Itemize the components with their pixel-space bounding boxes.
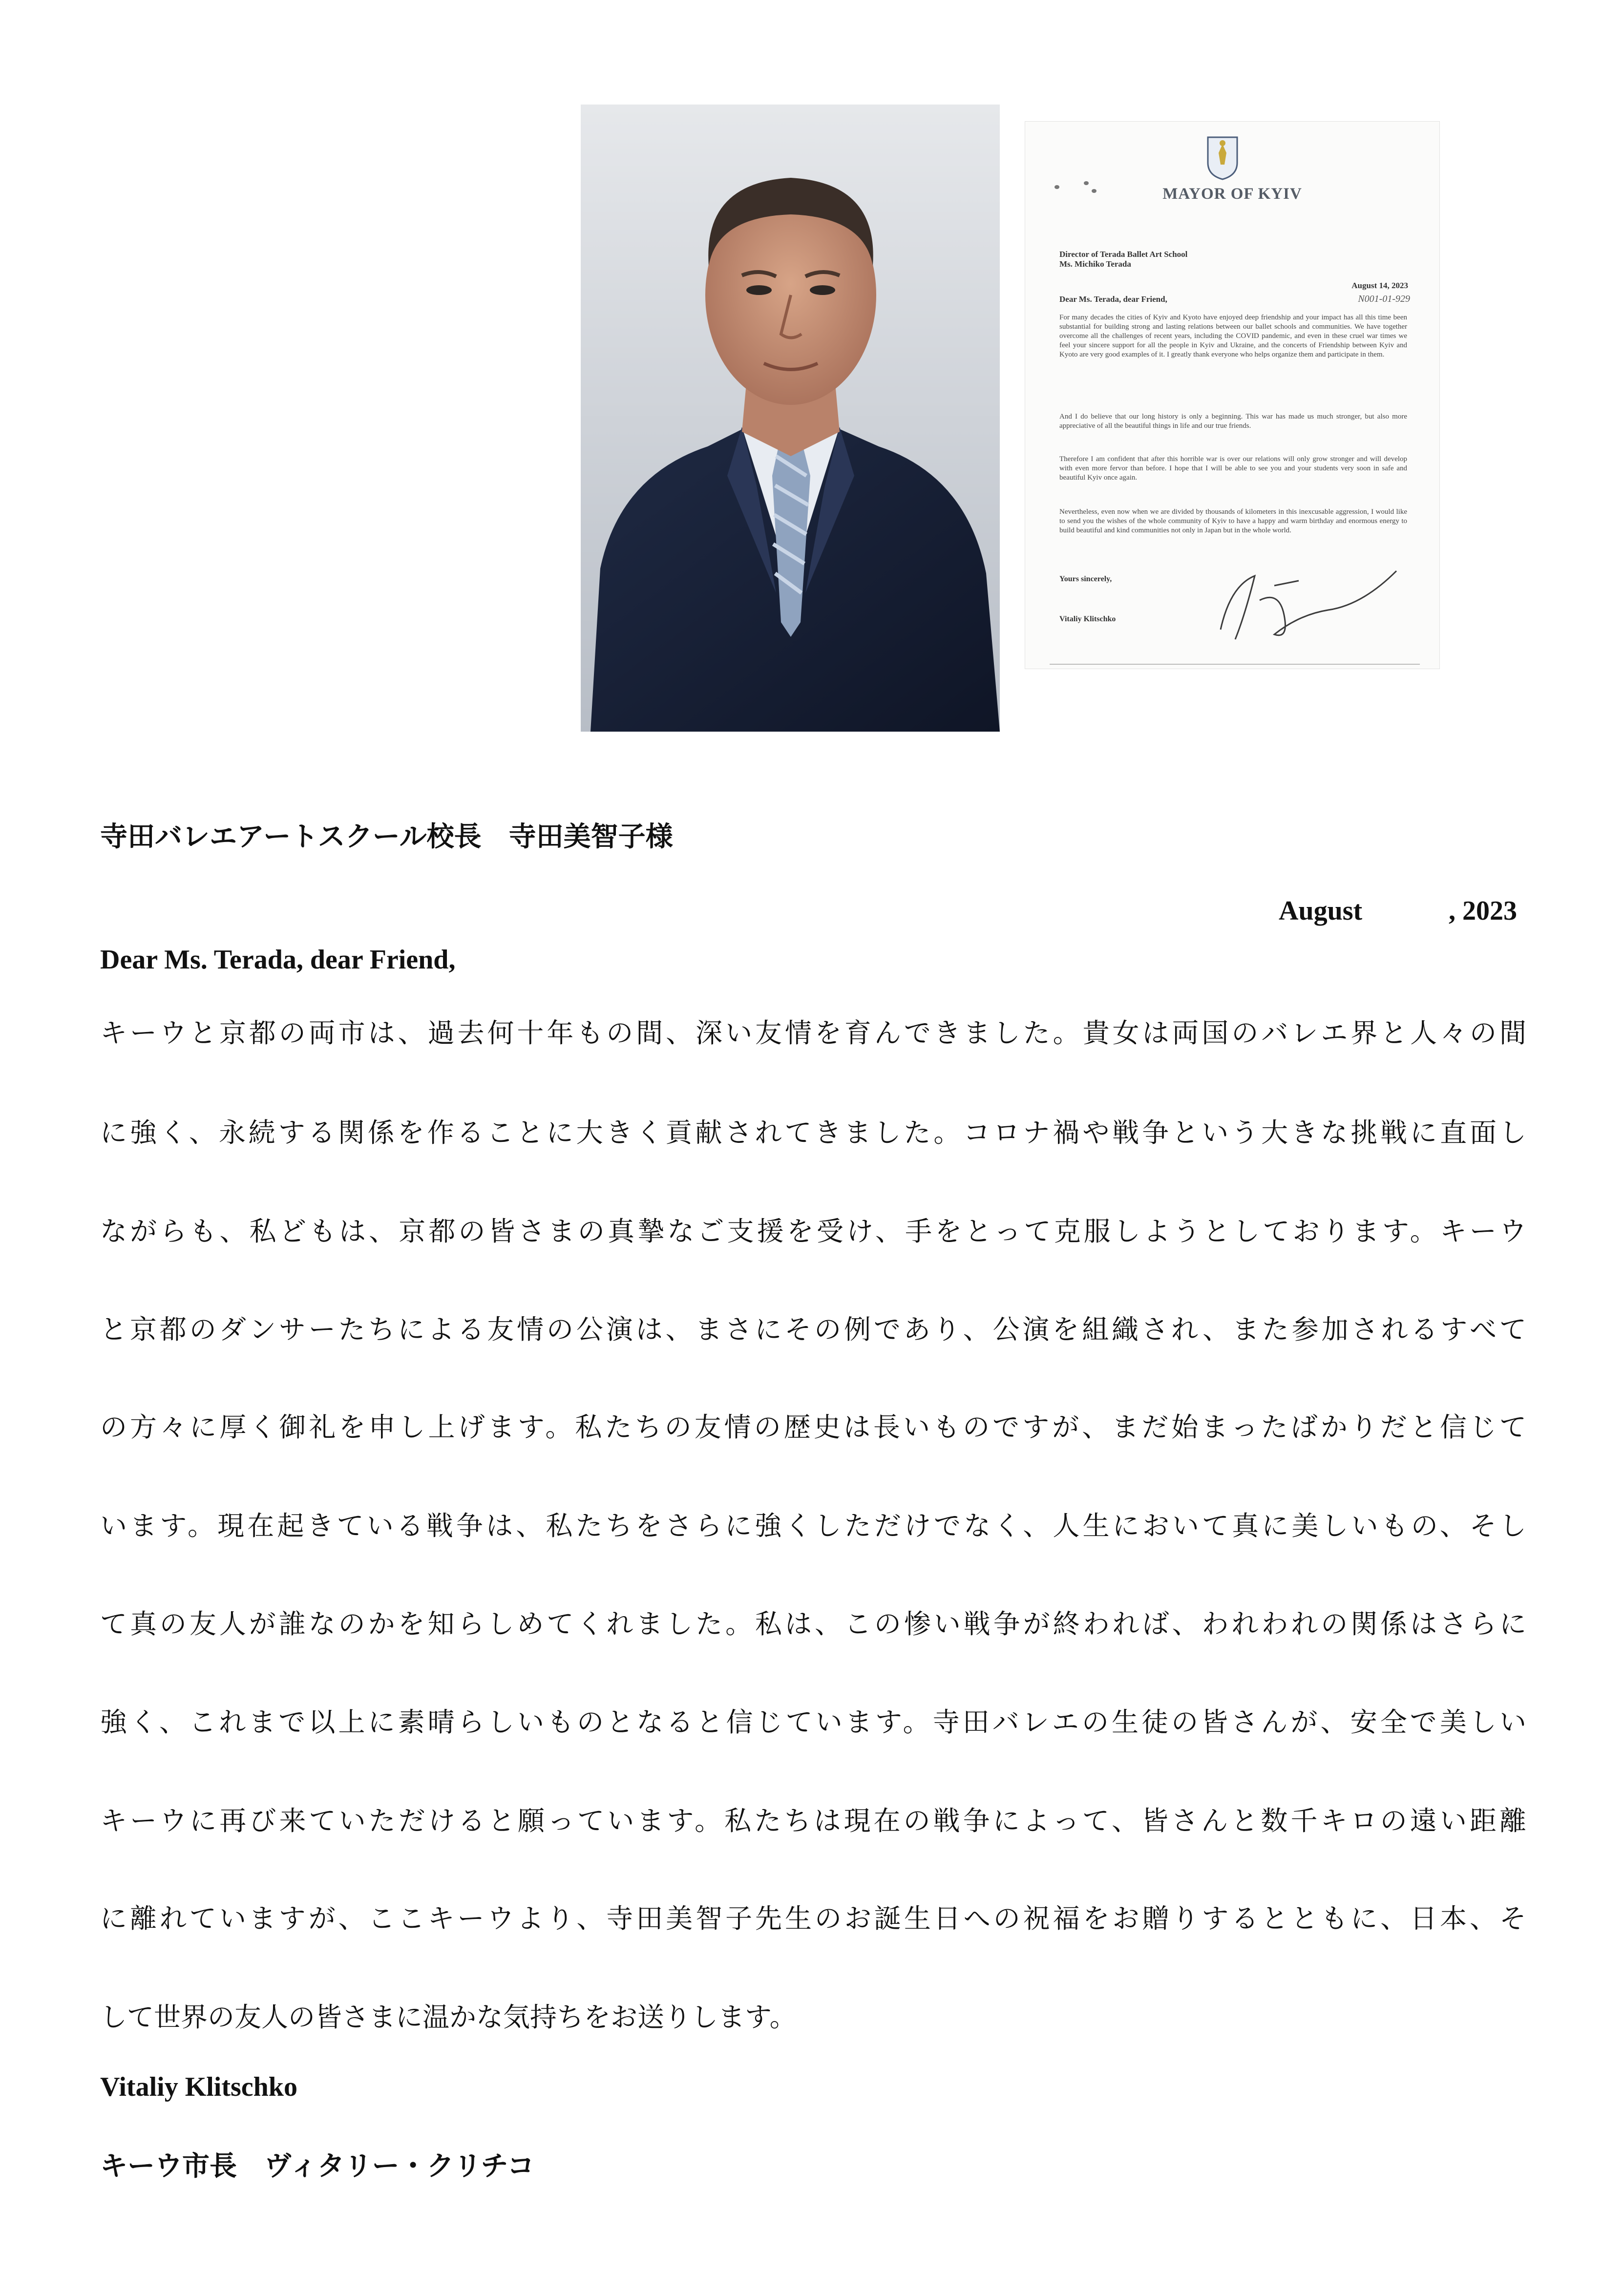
body-line: して世界の友人の皆さまに温かな気持ちをお送りします。 — [100, 2001, 797, 2033]
portrait-photo — [581, 105, 1000, 732]
body-line: キーウに再び来ていただけると願っています。私たちは現在の戦争によって、皆さんと数千キロの遠い距離 — [100, 1805, 1526, 1836]
letter-paragraph: And I do believe that our long history is only a beginning. This war has made us much stronger, but also more appreciative of all the beautiful things in life and our true friends. — [1059, 413, 1407, 430]
letter-recipient: Director of Terada Ballet Art School Ms. Michiko Terada — [1059, 250, 1188, 269]
body-line: キーウと京都の両市は、過去何十年もの間、深い友情を育んできました。貴女は両国のバレエ界と人々の間 — [100, 1017, 1526, 1049]
letter-heading: MAYOR OF KYIV — [1162, 185, 1302, 203]
body-line: ながらも、私どもは、京都の皆さまの真摯なご支援を受け、手をとって克服しようとしております。キーウ — [100, 1216, 1526, 1247]
body-line: と京都のダンサーたちによる友情の公演は、まさにその例であり、公演を組織され、また参加されるすべて — [100, 1314, 1526, 1345]
letter-signatory: Vitaliy Klitschko — [1059, 615, 1116, 623]
body-line: 強く、これまで以上に素晴らしいものとなると信じています。寺田バレエの生徒の皆さんが、安全で美しい — [100, 1706, 1526, 1738]
kyiv-crest-icon — [1205, 135, 1240, 180]
recipient-line: 寺田バレエアートスクール校長 寺田美智子様 — [100, 821, 673, 853]
letter-paragraph: For many decades the cities of Kyiv and Kyoto have enjoyed deep friendship and your impact has all this time been substantial for building strong and lasting relations between our ballet schools and communities. We have together overcome all the challenges of recent years, including the COVID pandemic, and even in these cruel war times we feel your sincere support for all the people in Kyiv and Ukraine, and the concerts of Friendship between Kyiv and Kyoto are very good examples of it. I greatly thank everyone who helps organize them and participate in them. — [1059, 314, 1407, 358]
date-year: , 2023 — [1449, 896, 1517, 926]
body-line: の方々に厚く御礼を申し上げます。私たちの友情の歴史は長いものですが、まだ始まったばかりだと信じて — [100, 1411, 1526, 1443]
body-line: に離れていますが、ここキーウより、寺田美智子先生のお誕生日への祝福をお贈りするとともに、日本、そ — [100, 1903, 1526, 1934]
letter-closing: Yours sincerely, — [1059, 575, 1112, 583]
body-line: て真の友人が誰なのかを知らしめてくれました。私は、この惨い戦争が終われば、われわれの関係はさらに — [100, 1608, 1526, 1640]
letter-date: August 14, 2023 — [1351, 281, 1408, 290]
letter-reference: N001-01-929 — [1358, 294, 1410, 304]
handwritten-signature — [1201, 556, 1406, 649]
signature-english: Vitaliy Klitschko — [100, 2072, 297, 2102]
salutation: Dear Ms. Terada, dear Friend, — [100, 945, 456, 975]
letter-paragraph: Therefore I am confident that after this horrible war is over our relations will only grow stronger and will develop with even more fervor than before. I hope that I will be able to see you and your students very soon in safe and beautiful Kyiv once again. — [1059, 455, 1407, 482]
letter-scan — [1025, 121, 1440, 669]
signature-japanese: キーウ市長 ヴィタリー・クリチコ — [100, 2150, 535, 2182]
date-month: August — [1279, 896, 1363, 926]
body-line: に強く、永続する関係を作ることに大きく貢献されてきました。コロナ禍や戦争という大きな挑戦に直面し — [100, 1117, 1526, 1148]
letter-greeting: Dear Ms. Terada, dear Friend, — [1059, 295, 1167, 304]
body-line: います。現在起きている戦争は、私たちをさらに強くしただけでなく、人生において真に美しいもの、そし — [100, 1510, 1526, 1541]
letter-paragraph: Nevertheless, even now when we are divided by thousands of kilometers in this inexcusable aggression, I would like to send you the wishes of the whole community of Kyiv to have a happy and warm birthday and enormous energy to build beautiful and kind communities not only in Japan but in the whole world. — [1059, 508, 1407, 534]
